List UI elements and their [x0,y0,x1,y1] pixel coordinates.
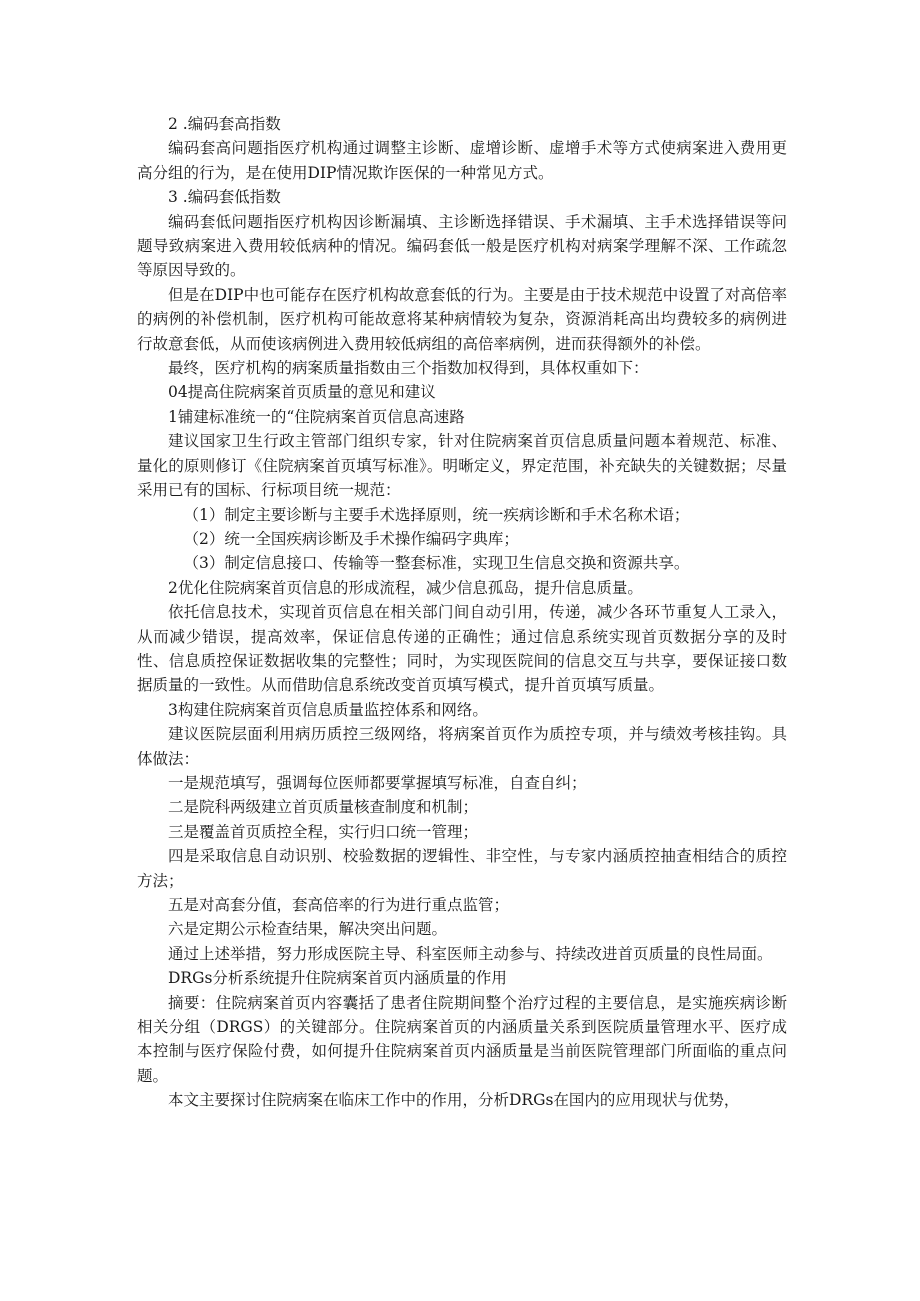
subheading-optimize-process: 2优化住院病案首页信息的形成流程，减少信息孤岛，提升信息质量。 [168,578,643,597]
measure-item-1: 一是规范填写，强调每位医师都要掌握填写标准，自查自纠； [168,773,587,792]
measure-item-2: 二是院科两级建立首页质量核查制度和机制； [168,798,479,817]
paragraph-coding-low-definition: 编码套低问题指医疗机构因诊断漏填、主诊断选择错误、手术漏填、主手术选择错误等问题导致病案进入费用较低病种的情况。编码套低一般是医疗机构对病案学理解不深、工作疏忽等原因导致的。 [137,212,787,280]
article-title-drgs: DRGs分析系统提升住院病案首页内涵质量的作用 [168,969,507,988]
measure-item-5: 五是对高套分值，套高倍率的行为进行重点监管； [168,896,510,914]
measure-item-3: 三是覆盖首页质控全程，实行归口统一管理； [168,822,479,841]
paragraph-three-level-network: 建议医院层面利用病历质控三级网络，将病案首页作为质控专项，并与绩效考核挂钩。具体做法： [137,725,787,768]
subheading-standard-highway: 1铺建标准统一的“住院病案首页信息高速路 [168,407,465,426]
list-item-1: （1）制定主要诊断与主要手术选择原则，统一疾病诊断和手术名称术语； [183,505,690,524]
paragraph-information-technology: 依托信息技术，实现首页信息在相关部门间自动引用，传递，减少各环节重复人工录入，从而减少错误，提高效率，保证信息传递的正确性；通过信息系统实现首页数据分享的及时性、信息质控保证数据收集的完整性；同时，为实现医院间的信息交互与共享，要保证接口数据质量的一致性。从而借助信息系统改变首页填写模式，提升首页填写质量。 [137,603,787,695]
paragraph-coding-high-definition: 编码套高问题指医疗机构通过调整主诊断、虚增诊断、虚增手术等方式使病案进入费用更高分组的行为，是在使用DIP情况欺诈医保的一种常见方式。 [137,139,787,182]
paragraph-standard-revision: 建议国家卫生行政主管部门组织专家，针对住院病案首页信息质量问题本着规范、标准、量化的原则修订《住院病案首页填写标准》。明晰定义，界定范围，补充缺失的关键数据；尽量采用已有的国标、行标项目统一规范： [137,432,787,500]
list-item-2: （2）统一全国疾病诊断及手术操作编码字典库； [183,529,519,548]
measure-item-4: 四是采取信息自动识别、校验数据的逻辑性、非空性，与专家内涵质控抽查相结合的质控方法； [137,847,787,890]
section-heading-suggestions: 04提高住院病案首页质量的意见和建议 [168,383,436,402]
list-item-3: （3）制定信息接口、传输等一整套标准，实现卫生信息交换和资源共享。 [183,554,690,573]
paragraph-conclusion: 通过上述举措，努力形成医院主导、科室医师主动参与、持续改进首页质量的良性局面。 [168,944,773,963]
document-body [137,112,787,1113]
paragraph-intentional-low-coding: 但是在DIP中也可能存在医疗机构故意套低的行为。主要是由于技术规范中设置了对高倍率的病例的补偿机制，医疗机构可能故意将某种病情较为复杂，资源消耗高出均费较多的病例进行故意套低，从而使该病例进入费用较低病组的高倍率病例，进而获得额外的补偿。 [137,285,787,353]
paragraph-abstract: 摘要：住院病案首页内容囊括了患者住院期间整个治疗过程的主要信息，是实施疾病诊断相关分组（DRGS）的关键部分。住院病案首页的内涵质量关系到医院质量管理水平、医疗成本控制与医疗保险付费，如何提升住院病案首页内涵质量是当前医院管理部门所面临的重点问题。 [137,993,787,1085]
paragraph-introduction: 本文主要探讨住院病案在临床工作中的作用，分析DRGs在国内的应用现状与优势， [168,1091,740,1110]
subheading-monitoring-system: 3构建住院病案首页信息质量监控体系和网络。 [168,700,488,719]
section-heading-coding-high-index: 2 .编码套高指数 [168,115,281,133]
measure-item-6: 六是定期公示检查结果，解决突出问题。 [168,920,448,939]
section-heading-coding-low-index: 3 .编码套低指数 [168,188,281,207]
paragraph-quality-index-weighting: 最终，医疗机构的病案质量指数由三个指数加权得到，具体权重如下： [168,359,649,378]
